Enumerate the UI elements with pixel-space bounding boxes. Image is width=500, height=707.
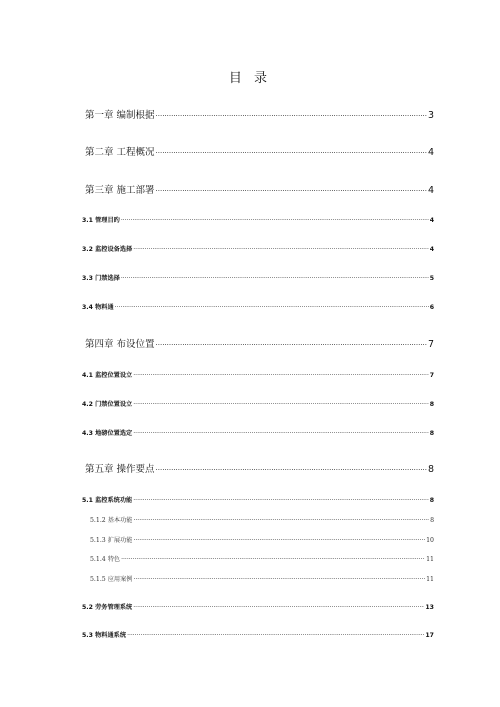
- toc-page-number: 5: [429, 275, 434, 282]
- dot-leader: [156, 184, 427, 194]
- toc-entry-label: 5.1.5 应用案例: [90, 576, 133, 583]
- dot-leader: [133, 516, 429, 522]
- toc-page-number: 8: [429, 497, 434, 504]
- dot-leader: [133, 575, 425, 581]
- toc-entry-label: 3.3 门禁选择: [82, 275, 120, 282]
- toc-entry-label: 5.2 劳务管理系统: [82, 604, 133, 611]
- toc-entry-label: 5.1.4 特色: [90, 556, 121, 563]
- toc-entry-subsection-5-1-5[interactable]: [90, 574, 434, 583]
- dot-leader: [156, 109, 427, 119]
- toc-entry-label: 3.4 物料通: [82, 304, 114, 311]
- toc-page-number: 8: [427, 464, 434, 475]
- toc-page-number: 10: [426, 537, 434, 544]
- toc-page-number: 7: [427, 339, 434, 350]
- toc-page-number: 7: [429, 372, 434, 379]
- toc-page-number: 6: [429, 304, 434, 311]
- dot-leader: [156, 146, 427, 156]
- toc-entry-subsection-5-1-3[interactable]: [90, 535, 434, 544]
- dot-leader: [156, 463, 427, 473]
- dot-leader: [133, 536, 425, 542]
- toc-entry-label: 4.1 监控位置设立: [82, 372, 133, 379]
- toc-entry-label: 第四章 布设位置: [85, 339, 155, 350]
- toc-entry-section-5-1[interactable]: [82, 495, 434, 504]
- toc-entry-section-4-2[interactable]: [82, 399, 434, 408]
- toc-entry-section-4-3[interactable]: [82, 428, 434, 437]
- toc-page-number: 4: [427, 147, 434, 158]
- toc-entry-label: 第一章 编制根据: [85, 110, 155, 121]
- toc-entry-label: 第五章 操作要点: [85, 464, 155, 475]
- toc-entry-chapter-5[interactable]: [85, 461, 434, 475]
- toc-entry-chapter-2[interactable]: [85, 144, 434, 158]
- toc-page-number: 3: [427, 110, 434, 121]
- dot-leader: [133, 245, 428, 251]
- toc-entry-label: 4.2 门禁位置设立: [82, 401, 133, 408]
- toc-page-number: 17: [425, 632, 434, 639]
- toc-entry-label: 5.1 监控系统功能: [82, 497, 133, 504]
- toc-entry-subsection-5-1-4[interactable]: [90, 554, 434, 563]
- toc-entry-chapter-4[interactable]: [85, 336, 434, 350]
- dot-leader: [115, 303, 429, 309]
- toc-page-number: 11: [426, 556, 434, 563]
- dot-leader: [133, 371, 428, 377]
- dot-leader: [133, 429, 428, 435]
- dot-leader: [133, 400, 428, 406]
- toc-entry-label: 3.2 监控设备选择: [82, 246, 133, 253]
- toc-page-number: 4: [429, 246, 434, 253]
- dot-leader: [121, 274, 429, 280]
- toc-page-number: 4: [429, 217, 434, 224]
- toc-entry-chapter-3[interactable]: [85, 182, 434, 196]
- toc-entry-label: 第二章 工程概况: [85, 147, 155, 158]
- toc-entry-section-3-4[interactable]: [82, 302, 434, 311]
- toc-page-number: 13: [425, 604, 434, 611]
- toc-entry-label: 5.3 物料通系统: [82, 632, 127, 639]
- toc-page-number: 8: [429, 401, 434, 408]
- toc-entry-label: 第三章 施工部署: [85, 185, 155, 196]
- dot-leader: [121, 216, 429, 222]
- toc-entry-label: 5.1.3 扩展功能: [90, 537, 133, 544]
- dot-leader: [133, 603, 424, 609]
- toc-entry-section-3-1[interactable]: [82, 215, 434, 224]
- dot-leader: [127, 631, 424, 637]
- toc-entry-section-3-3[interactable]: [82, 273, 434, 282]
- toc-entry-section-3-2[interactable]: [82, 244, 434, 253]
- toc-entry-section-4-1[interactable]: [82, 370, 434, 379]
- toc-title: 目 录: [228, 71, 272, 86]
- dot-leader: [156, 338, 427, 348]
- toc-page-number: 4: [427, 185, 434, 196]
- toc-entry-label: 5.1.2 基本功能: [90, 517, 133, 524]
- dot-leader: [133, 496, 428, 502]
- toc-entry-section-5-3[interactable]: [82, 630, 434, 639]
- toc-entry-subsection-5-1-2[interactable]: [90, 515, 434, 524]
- toc-page-number: 8: [430, 517, 434, 524]
- toc-entry-label: 4.3 地磅位置选定: [82, 430, 133, 437]
- dot-leader: [121, 555, 425, 561]
- toc-page-number: 11: [426, 576, 434, 583]
- toc-entry-section-5-2[interactable]: [82, 602, 434, 611]
- toc-entry-label: 3.1 管理目旳: [82, 217, 120, 224]
- toc-page-number: 8: [429, 430, 434, 437]
- toc-entry-chapter-1[interactable]: [85, 107, 434, 121]
